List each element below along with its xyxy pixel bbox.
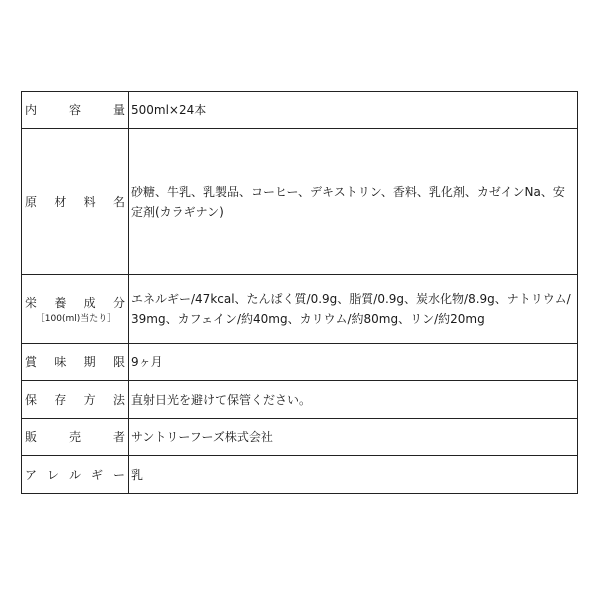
value-storage: 直射日光を避けて保管ください。 (129, 381, 578, 419)
value-ingredients: 砂糖、牛乳、乳製品、コーヒー、デキストリン、香料、乳化剤、カゼインNa、安定剤(カラギナン) (129, 129, 578, 275)
label-char: 名 (112, 194, 125, 209)
label-char: 限 (112, 355, 125, 369)
label-allergy (22, 456, 129, 494)
label-char: 売 (68, 430, 81, 444)
label-ingredients (22, 129, 129, 275)
label-char: 販 (25, 430, 38, 444)
label-char: 存 (54, 392, 67, 407)
label-char: ル (68, 467, 81, 482)
label-char: 原 (25, 194, 38, 209)
table-row-storage (22, 381, 578, 419)
table-row-allergy (22, 456, 578, 494)
value-best-before: 9ヶ月 (129, 344, 578, 381)
label-char: 栄 (25, 295, 38, 310)
table-row-seller (22, 419, 578, 456)
label-char: 期 (83, 355, 96, 369)
label-storage (22, 381, 129, 419)
label-char: 分 (112, 295, 125, 310)
table-row-capacity (22, 92, 578, 129)
label-char: 方 (83, 392, 96, 407)
value-nutrition: エネルギー/47kcal、たんぱく質/0.9g、脂質/0.9g、炭水化物/8.9g、ナトリウム/39mg、カフェイン/約40mg、カリウム/約80mg、リン/約20mg (129, 275, 578, 344)
label-char: 賞 (25, 355, 38, 369)
label-char: 容 (68, 103, 81, 117)
label-char: 法 (112, 392, 125, 407)
table-row-nutrition (22, 275, 578, 344)
label-char: 材 (54, 194, 67, 209)
label-char: 味 (54, 355, 67, 369)
label-char: 保 (25, 392, 38, 407)
value-seller: サントリーフーズ株式会社 (129, 419, 578, 456)
label-seller (22, 419, 129, 456)
label-nutrition-sub: ［100(ml)当たり］ (35, 313, 117, 324)
label-char: 内 (25, 103, 38, 117)
label-char: ー (112, 467, 125, 482)
label-char: 量 (112, 103, 125, 117)
label-nutrition (22, 275, 129, 344)
label-char: ギ (90, 467, 103, 482)
label-char: 者 (112, 430, 125, 444)
value-allergy: 乳 (129, 456, 578, 494)
label-char: 成 (83, 295, 96, 310)
product-spec-table (21, 91, 578, 494)
label-char: 養 (54, 295, 67, 310)
label-char: ア (25, 467, 38, 482)
table-row-best-before (22, 344, 578, 381)
table-row-ingredients (22, 129, 578, 275)
label-capacity (22, 92, 129, 129)
value-capacity: 500ml×24本 (129, 92, 578, 129)
label-char: 料 (83, 194, 96, 209)
label-char: レ (46, 467, 59, 482)
label-best-before (22, 344, 129, 381)
